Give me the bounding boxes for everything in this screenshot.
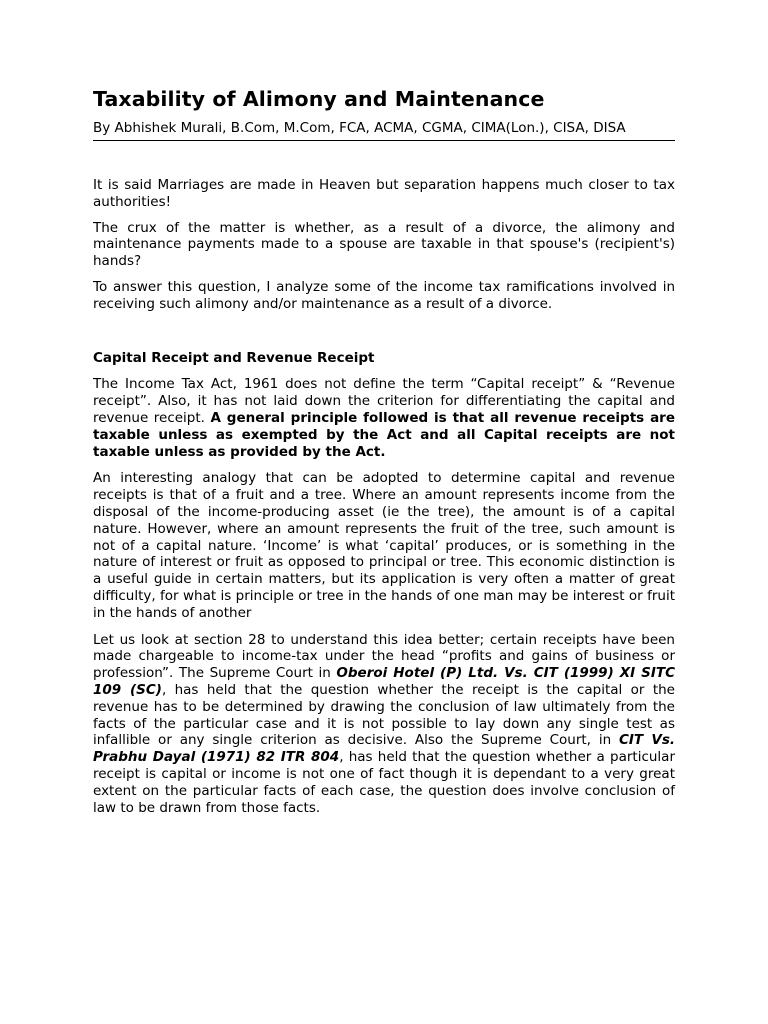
intro-paragraph: It is said Marriages are made in Heaven but separation happens much closer to tax authorities!	[93, 177, 675, 210]
paragraph-text: The Income Tax Act, 1961 does not define the term “Capital receipt” & “Revenue receipt”. Also, it has not laid down the criterion for differentiating the capital and revenue receipt.	[93, 376, 675, 426]
section-paragraph: An interesting analogy that can be adopted to determine capital and revenue receipts is that of a fruit and a tree. Where an amount represents income from the disposal of the income-producing asset (ie the tree), the amount is of a capital nature. However, where an amount represents the fruit of the tree, such amount is not of a capital nature. ‘Income’ is what ‘capital’ produces, or is something in the nature of interest or fruit as opposed to principal or tree. This economic distinction is a useful guide in certain matters, but its application is very often a matter of great difficulty, for what is principle or tree in the hands of one man may be interest or fruit in the hands of another	[93, 470, 675, 621]
section-paragraph	[93, 376, 675, 460]
author-byline: By Abhishek Murali, B.Com, M.Com, FCA, ACMA, CGMA, CIMA(Lon.), CISA, DISA	[93, 119, 675, 141]
section-paragraph	[93, 632, 675, 817]
paragraph-text: Let us look at section 28 to understand this idea better; certain receipts have been made chargeable to income-tax under the head “profits and gains of business or profession”. The Supreme Court in	[93, 631, 675, 682]
document-title: Taxability of Alimony and Maintenance	[93, 87, 545, 111]
section-heading: Capital Receipt and Revenue Receipt	[93, 349, 375, 366]
document-page	[93, 86, 675, 816]
paragraph-text: , has held that the question whether a particular receipt is capital or income is not one of fact though it is dependant to a very great extent on the particular facts of each case, the question does involve conclusion of law to be drawn from those facts.	[93, 749, 675, 816]
intro-paragraph: To answer this question, I analyze some of the income tax ramifications involved in receiving such alimony and/or maintenance as a result of a divorce.	[93, 278, 675, 312]
emphasized-principle: A general principle followed is that all revenue receipts are taxable unless as exempted by the Act and all Capital receipts are not taxable unless as provided by the Act.	[93, 409, 676, 460]
intro-paragraph: The crux of the matter is whether, as a result of a divorce, the alimony and maintenance payments made to a spouse are taxable in that spouse's (recipient's) hands?	[93, 219, 675, 270]
case-citation: Oberoi Hotel (P) Ltd. Vs. CIT (1999) XI SITC 109 (SC)	[93, 665, 675, 698]
paragraph-text: , has held that the question whether the receipt is the capital or the revenue has to be determined by drawing the conclusion of law ultimately from the facts of the particular case and it is not possible to lay down any single test as infallible or any single criterion as decisive. Also the Supreme Court, in	[93, 681, 675, 749]
case-citation: CIT Vs. Prabhu Dayal (1971) 82 ITR 804	[93, 732, 675, 766]
